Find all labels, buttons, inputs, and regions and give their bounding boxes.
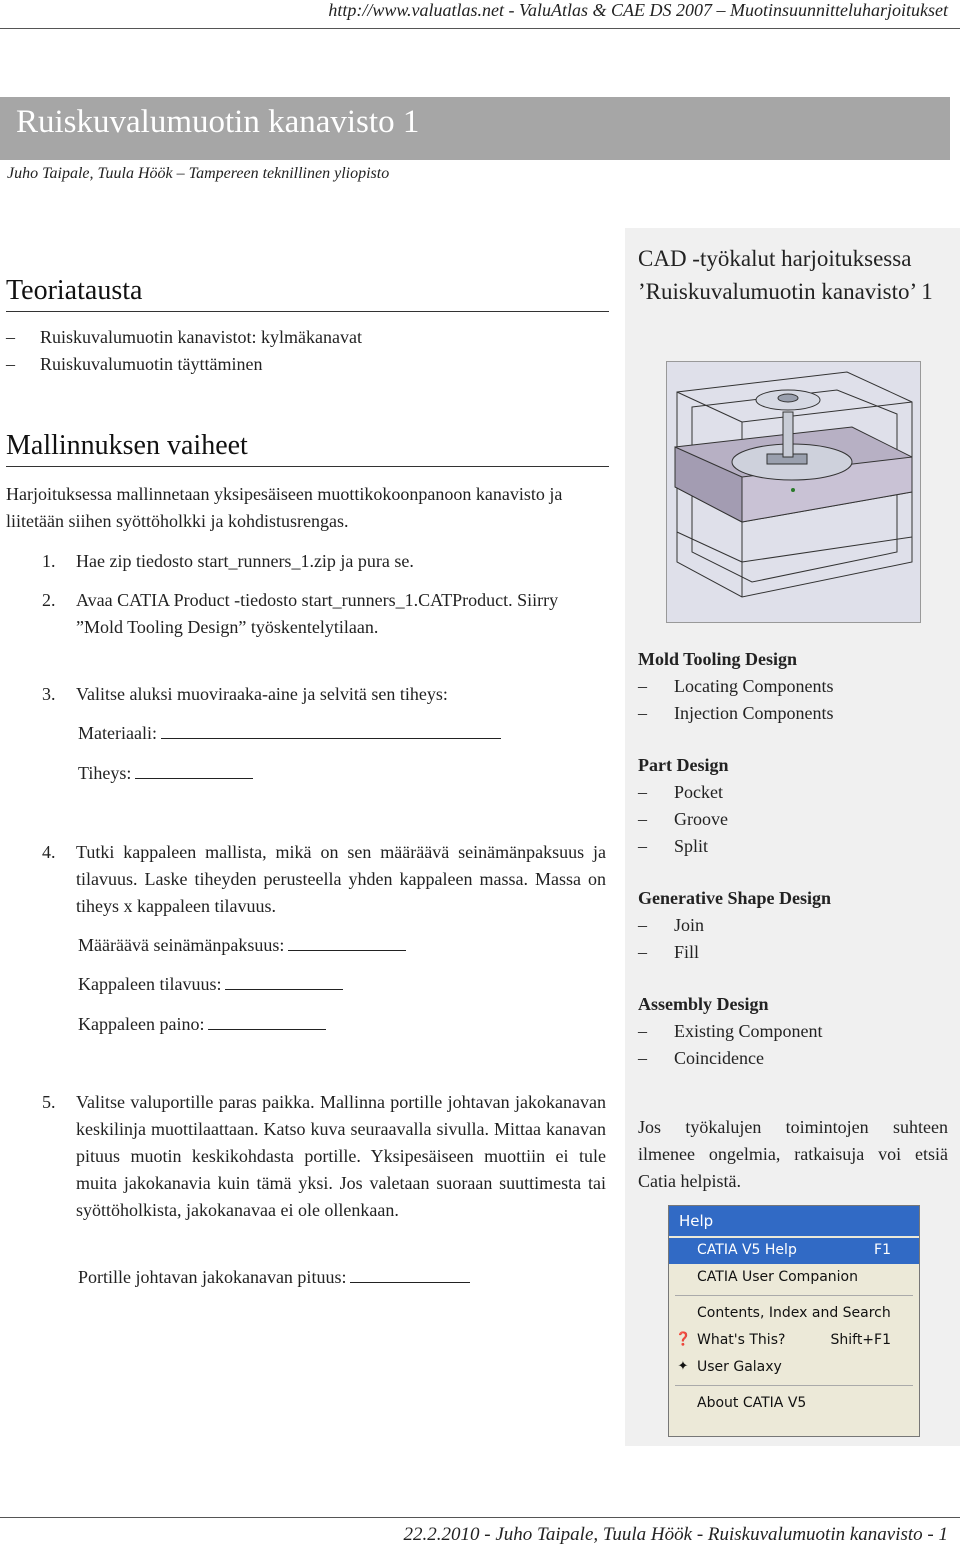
group-heading-assembly: Assembly Design — [638, 994, 769, 1014]
sidebar-title: CAD -työkalut harjoituksessa ’Ruiskuvalumuotin kanavisto’ 1 — [638, 246, 933, 304]
menu-item-catia-help[interactable]: CATIA V5 Help F1 — [669, 1238, 919, 1264]
density-blank[interactable] — [135, 764, 253, 779]
menu-item-about[interactable]: About CATIA V5 — [697, 1395, 807, 1411]
wall-field: Määräävä seinämänpaksuus: — [78, 932, 406, 959]
volume-blank[interactable] — [225, 975, 343, 990]
density-field: Tiheys: — [78, 760, 253, 787]
modeling-rule — [6, 466, 609, 467]
menu-item-contents[interactable]: Contents, Index and Search — [697, 1305, 891, 1321]
group-heading-mold-tooling: Mold Tooling Design — [638, 649, 798, 669]
sidebar-panel: CAD -työkalut harjoituksessa ’Ruiskuvalumuotin kanavisto’ 1 Mold Tooling Design – Locating Components – Injection Components Part Design – Pocket – Groove – Split Generative Shape Design – Join – Fill Assembly Design – Existing Component – Coincidence Jos työkalujen toimintojen suhteen ilmenee ongelmia, ratkaisuja voi etsiä Catia helpistä. Help CATIA V5 Help F1 CATIA User Companion Contents, Index and Search ❓ What's This? Shift+F1 ✦ User Galaxy About CATIA V5 — [625, 228, 960, 1446]
header-divider — [0, 28, 960, 29]
material-blank[interactable] — [161, 724, 501, 739]
menu-separator — [675, 1295, 913, 1296]
authors: Juho Taipale, Tuula Höök – Tampereen teknillinen yliopisto — [7, 165, 390, 182]
document-title: Ruiskuvalumuotin kanavisto 1 — [16, 104, 420, 140]
menu-separator — [675, 1385, 913, 1386]
galaxy-icon: ✦ — [677, 1359, 689, 1374]
help-menu — [668, 1205, 920, 1437]
page-footer: 22.2.2010 - Juho Taipale, Tuula Höök - Ruiskuvalumuotin kanavisto - 1 — [403, 1524, 948, 1545]
question-arrow-icon: ❓ — [675, 1332, 692, 1347]
theory-rule — [6, 311, 609, 312]
help-menu-bar[interactable]: Help — [669, 1206, 919, 1236]
footer-divider — [0, 1517, 960, 1518]
weight-field: Kappaleen paino: — [78, 1011, 326, 1038]
group-heading-gsd: Generative Shape Design — [638, 888, 831, 908]
volume-field: Kappaleen tilavuus: — [78, 971, 343, 998]
theory-heading: Teoriatausta — [6, 275, 143, 306]
material-field: Materiaali: — [78, 720, 501, 747]
page-header: http://www.valuatlas.net - ValuAtlas & CAE DS 2007 – Muotinsuunnitteluharjoitukset — [328, 0, 948, 20]
modeling-heading: Mallinnuksen vaiheet — [6, 430, 248, 461]
title-bar — [0, 97, 950, 160]
menu-item-user-companion[interactable]: CATIA User Companion — [697, 1269, 858, 1285]
mold-3d-icon — [667, 362, 920, 622]
weight-blank[interactable] — [208, 1015, 326, 1030]
menu-item-whats-this[interactable]: ❓ What's This? Shift+F1 — [675, 1332, 891, 1348]
group-heading-part-design: Part Design — [638, 755, 729, 775]
menu-item-user-galaxy[interactable]: ✦ User Galaxy — [669, 1355, 919, 1381]
help-note: Jos työkalujen toimintojen suhteen ilmenee ongelmia, ratkaisuja voi etsiä Catia helpistä. — [638, 1117, 948, 1191]
runner-blank[interactable] — [350, 1268, 470, 1283]
runner-field: Portille johtavan jakokanavan pituus: — [78, 1264, 470, 1291]
modeling-intro: Harjoituksessa mallinnetaan yksipesäiseen muottikokoonpanoon kanavisto ja liitetään siihen syöttöholkki ja kohdistusrengas. — [6, 484, 563, 531]
mold-assembly-image — [666, 361, 921, 623]
wall-blank[interactable] — [288, 936, 406, 951]
